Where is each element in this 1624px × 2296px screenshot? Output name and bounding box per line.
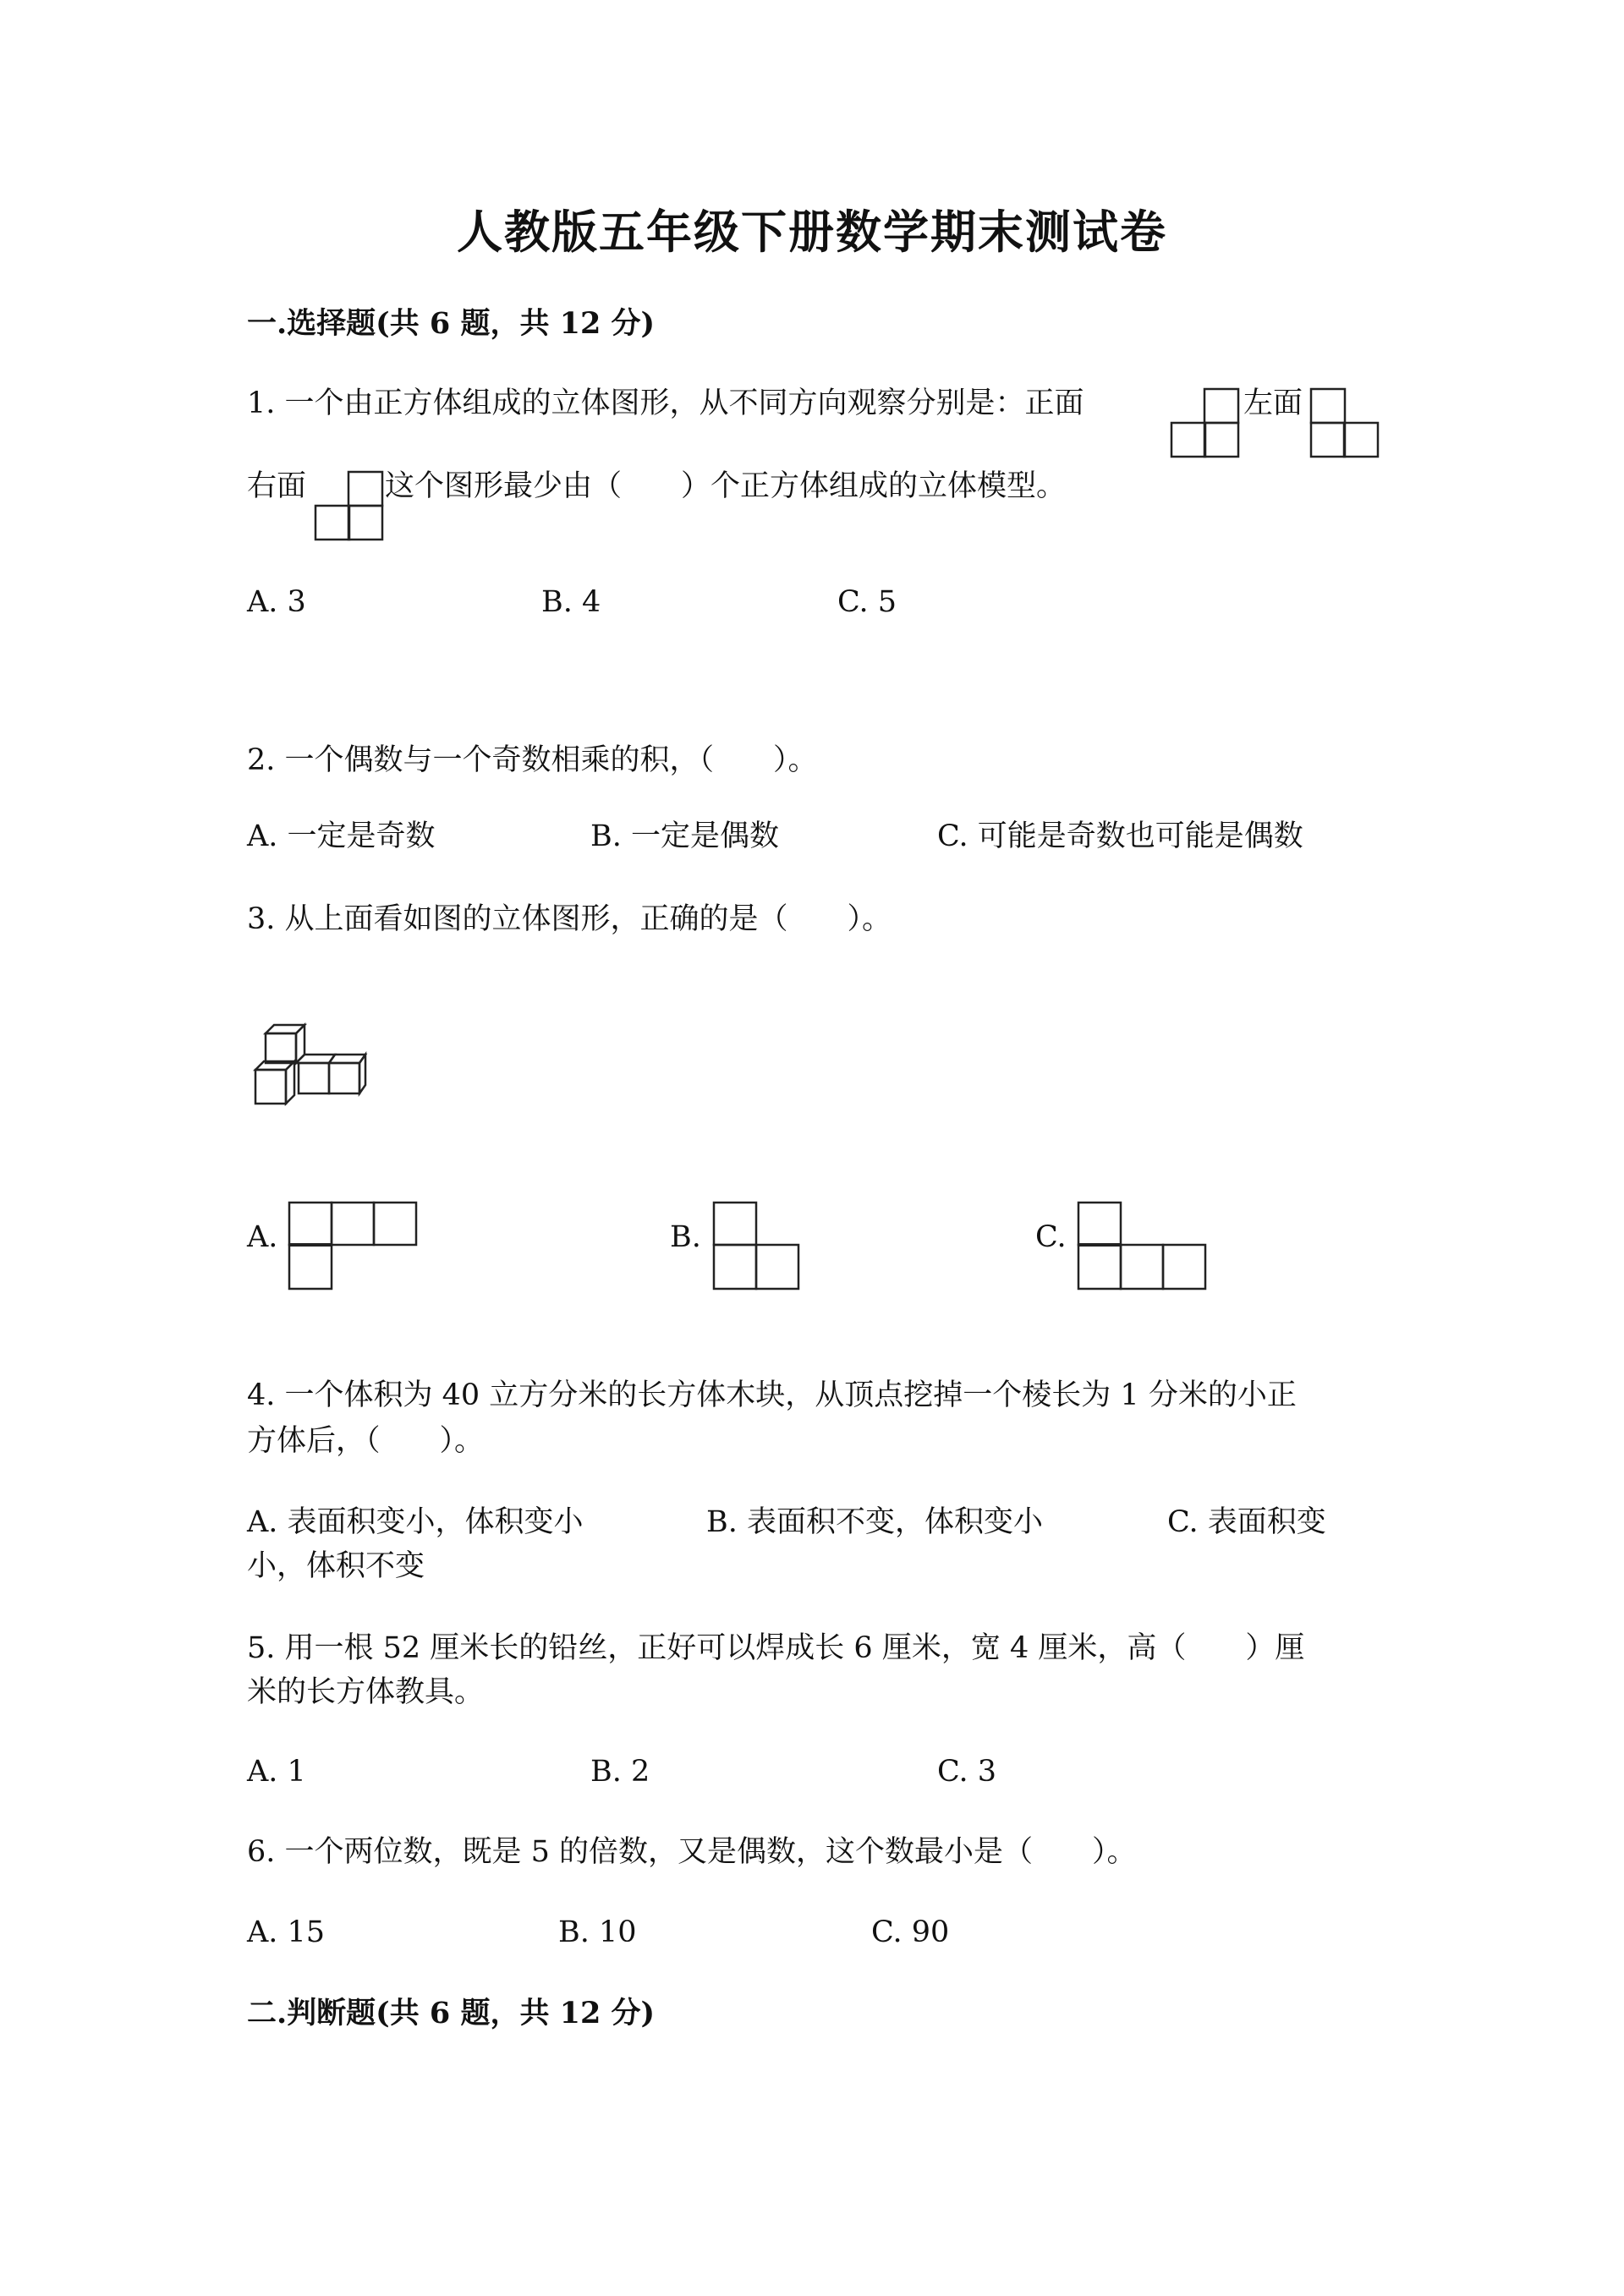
question-1-text-left: 左面 [1243, 386, 1303, 420]
q3-option-a[interactable]: A. [247, 1220, 278, 1254]
q3-option-c[interactable]: C. [1035, 1220, 1067, 1254]
q4-option-b[interactable]: B. 表面积不变，体积变小 [706, 1505, 1043, 1539]
question-1-text-front: 1. 一个由正方体组成的立体图形，从不同方向观察分别是：正面 [247, 386, 1084, 420]
q3-option-b[interactable]: B. [670, 1220, 701, 1254]
q3-option-c-figure[interactable] [1077, 1201, 1212, 1294]
q4-option-c-continued: 小，体积不变 [247, 1549, 425, 1583]
q4-option-a[interactable]: A. 表面积变小，体积变小 [247, 1505, 584, 1539]
q6-option-b[interactable]: B. 10 [558, 1915, 637, 1949]
question-1-text-rest: 这个图形最少由（ ）个正方体组成的立体模型。 [385, 469, 1067, 503]
q3-option-a-figure[interactable] [288, 1201, 423, 1294]
q5-option-b[interactable]: B. 2 [590, 1755, 650, 1789]
q2-option-b[interactable]: B. 一定是偶数 [590, 819, 779, 853]
q1-option-c[interactable]: C. 5 [837, 585, 897, 619]
question-3-text: 3. 从上面看如图的立体图形，正确的是（ ）。 [247, 902, 892, 936]
q2-option-c[interactable]: C. 可能是奇数也可能是偶数 [937, 819, 1303, 853]
q4-option-c[interactable]: C. 表面积变 [1167, 1505, 1326, 1539]
q2-option-a[interactable]: A. 一定是奇数 [247, 819, 436, 853]
q1-option-b[interactable]: B. 4 [541, 585, 601, 619]
q5-option-c[interactable]: C. 3 [937, 1755, 997, 1789]
q6-option-a[interactable]: A. 15 [247, 1915, 326, 1949]
question-5-line-1: 5. 用一根 52 厘米长的铅丝，正好可以焊成长 6 厘米，宽 4 厘米，高（ ）厘 [247, 1631, 1305, 1665]
section-heading-multiple-choice: 一.选择题(共 6 题，共 12 分) [247, 306, 656, 341]
q6-option-c[interactable]: C. 90 [871, 1915, 950, 1949]
q1-front-view-figure [1170, 387, 1241, 458]
q3-option-b-figure[interactable] [712, 1201, 805, 1294]
section-heading-true-false: 二.判断题(共 6 题，共 12 分) [247, 1996, 656, 2030]
question-4-line-2: 方体后，（ ）。 [247, 1424, 485, 1458]
q1-option-a[interactable]: A. 3 [247, 585, 306, 619]
question-1-text-right: 右面 [247, 469, 307, 503]
question-5-line-2: 米的长方体教具。 [247, 1675, 485, 1709]
question-6-text: 6. 一个两位数，既是 5 的倍数，又是偶数，这个数最小是（ ）。 [247, 1835, 1137, 1869]
page-title: 人教版五年级下册数学期末测试卷 [457, 205, 1167, 259]
question-4-line-1: 4. 一个体积为 40 立方分米的长方体木块，从顶点挖掉一个棱长为 1 分米的小正 [247, 1378, 1297, 1412]
q5-option-a[interactable]: A. 1 [247, 1755, 306, 1789]
q1-left-view-figure [1309, 387, 1380, 458]
question-2-text: 2. 一个偶数与一个奇数相乘的积，（ ）。 [247, 743, 818, 777]
q3-cube-solid-figure [254, 1015, 381, 1112]
q1-right-view-figure [314, 470, 385, 541]
